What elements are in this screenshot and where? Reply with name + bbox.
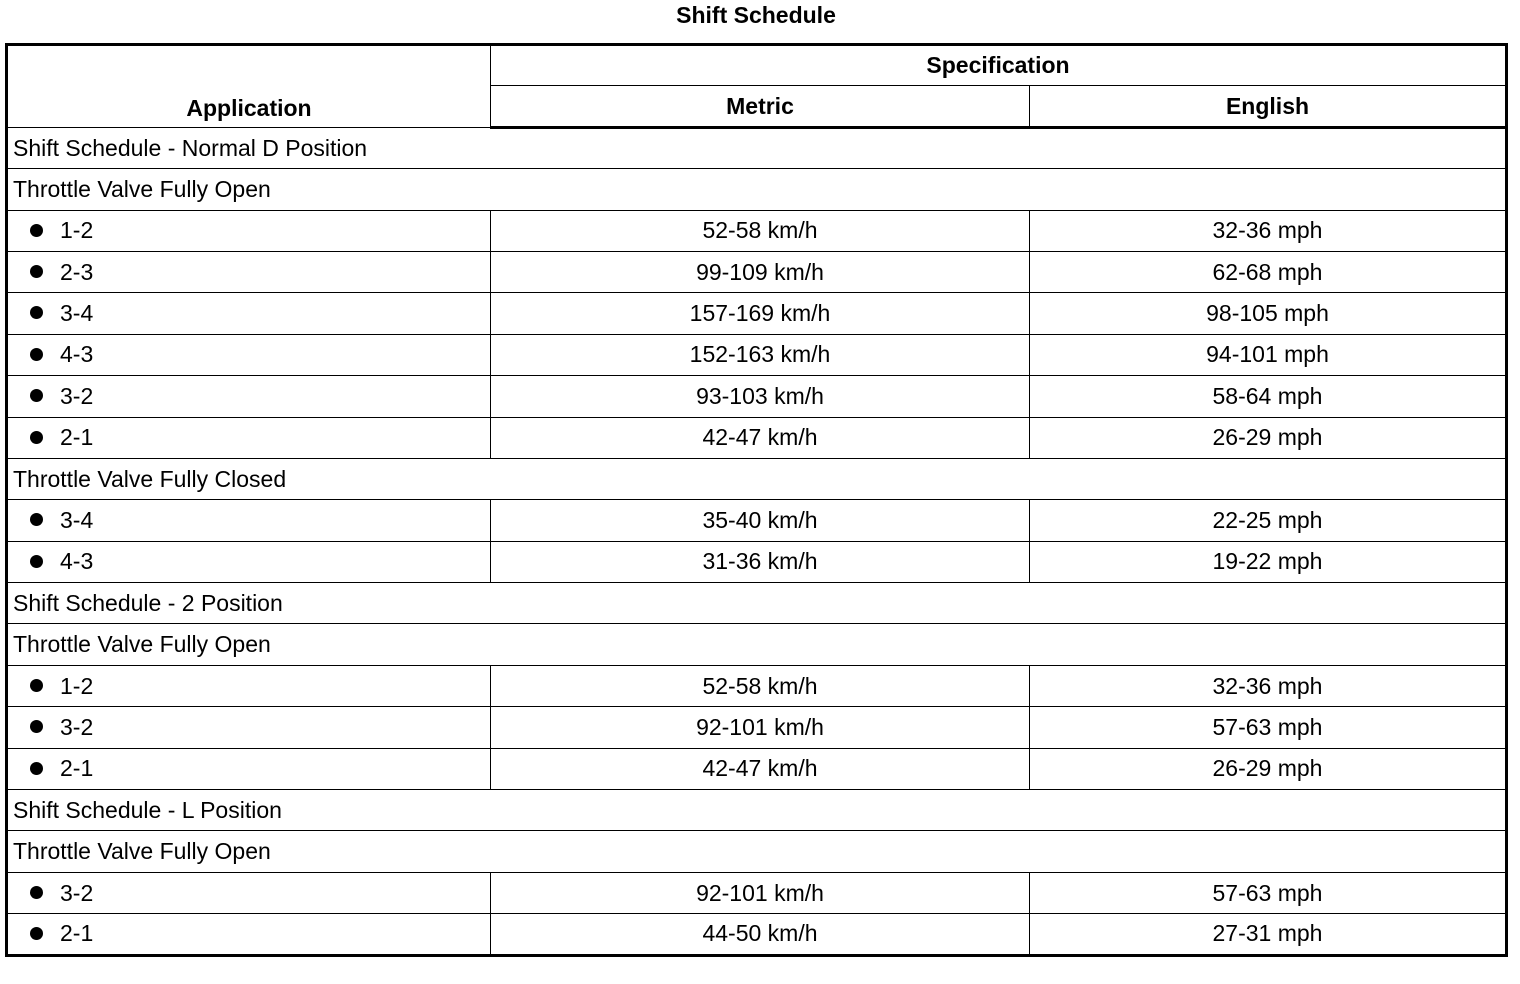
- section-row: [7, 458, 1507, 499]
- application-cell: [7, 251, 491, 292]
- table-row: [7, 417, 1507, 458]
- column-header-specification: Specification: [491, 45, 1507, 86]
- shift-label: 2-1: [60, 920, 94, 947]
- section-row: [7, 169, 1507, 210]
- section-row: [7, 127, 1507, 168]
- english-value: 57-63 mph: [1030, 872, 1507, 913]
- application-cell: [7, 707, 491, 748]
- metric-value: 157-169 km/h: [491, 293, 1030, 334]
- bullet-icon: [30, 679, 43, 692]
- table-body: [7, 127, 1507, 955]
- section-row: [7, 831, 1507, 872]
- english-value: 26-29 mph: [1030, 748, 1507, 789]
- shift-schedule-table: [5, 43, 1508, 957]
- application-cell: [7, 500, 491, 541]
- section-label: Shift Schedule - 2 Position: [7, 583, 1507, 624]
- english-value: 62-68 mph: [1030, 251, 1507, 292]
- shift-label: 1-2: [60, 217, 94, 244]
- shift-label: 4-3: [60, 341, 94, 368]
- section-row: [7, 624, 1507, 665]
- table-row: [7, 334, 1507, 375]
- application-cell: [7, 417, 491, 458]
- shift-label: 2-3: [60, 258, 94, 285]
- application-cell: [7, 665, 491, 706]
- bullet-icon: [30, 431, 43, 444]
- application-cell: [7, 872, 491, 913]
- table-row: [7, 914, 1507, 955]
- shift-label: 3-2: [60, 879, 94, 906]
- bullet-icon: [30, 555, 43, 568]
- section-row: [7, 790, 1507, 831]
- english-value: 58-64 mph: [1030, 376, 1507, 417]
- section-label: Shift Schedule - L Position: [7, 790, 1507, 831]
- english-value: 32-36 mph: [1030, 665, 1507, 706]
- application-cell: [7, 914, 491, 955]
- english-value: 27-31 mph: [1030, 914, 1507, 955]
- application-cell: [7, 293, 491, 334]
- table-row: [7, 707, 1507, 748]
- metric-value: 35-40 km/h: [491, 500, 1030, 541]
- bullet-icon: [30, 927, 43, 940]
- section-label: Throttle Valve Fully Closed: [7, 458, 1507, 499]
- column-header-metric: Metric: [491, 86, 1030, 127]
- metric-value: 42-47 km/h: [491, 417, 1030, 458]
- english-value: 22-25 mph: [1030, 500, 1507, 541]
- section-row: [7, 583, 1507, 624]
- bullet-icon: [30, 720, 43, 733]
- application-cell: [7, 541, 491, 582]
- bullet-icon: [30, 265, 43, 278]
- bullet-icon: [30, 348, 43, 361]
- bullet-icon: [30, 224, 43, 237]
- table-row: [7, 541, 1507, 582]
- application-cell: [7, 748, 491, 789]
- application-cell: [7, 210, 491, 251]
- english-value: 32-36 mph: [1030, 210, 1507, 251]
- english-value: 19-22 mph: [1030, 541, 1507, 582]
- bullet-icon: [30, 886, 43, 899]
- application-cell: [7, 376, 491, 417]
- metric-value: 52-58 km/h: [491, 665, 1030, 706]
- english-value: 94-101 mph: [1030, 334, 1507, 375]
- metric-value: 92-101 km/h: [491, 707, 1030, 748]
- metric-value: 42-47 km/h: [491, 748, 1030, 789]
- metric-value: 31-36 km/h: [491, 541, 1030, 582]
- bullet-icon: [30, 762, 43, 775]
- column-header-english: English: [1030, 86, 1507, 127]
- shift-label: 1-2: [60, 672, 94, 699]
- shift-label: 3-4: [60, 506, 94, 533]
- table-row: [7, 872, 1507, 913]
- shift-label: 3-2: [60, 713, 94, 740]
- section-label: Throttle Valve Fully Open: [7, 831, 1507, 872]
- bullet-icon: [30, 306, 43, 319]
- metric-value: 44-50 km/h: [491, 914, 1030, 955]
- table-row: [7, 748, 1507, 789]
- bullet-icon: [30, 389, 43, 402]
- english-value: 57-63 mph: [1030, 707, 1507, 748]
- section-label: Throttle Valve Fully Open: [7, 624, 1507, 665]
- shift-label: 4-3: [60, 548, 94, 575]
- metric-value: 152-163 km/h: [491, 334, 1030, 375]
- table-row: [7, 251, 1507, 292]
- page-title: Shift Schedule: [676, 2, 836, 28]
- shift-label: 3-4: [60, 300, 94, 327]
- bullet-icon: [30, 513, 43, 526]
- table-row: [7, 376, 1507, 417]
- english-value: 98-105 mph: [1030, 293, 1507, 334]
- english-value: 26-29 mph: [1030, 417, 1507, 458]
- metric-value: 92-101 km/h: [491, 872, 1030, 913]
- table-row: [7, 500, 1507, 541]
- metric-value: 93-103 km/h: [491, 376, 1030, 417]
- section-label: Shift Schedule - Normal D Position: [7, 127, 1507, 168]
- application-cell: [7, 334, 491, 375]
- shift-label: 2-1: [60, 755, 94, 782]
- section-label: Throttle Valve Fully Open: [7, 169, 1507, 210]
- metric-value: 99-109 km/h: [491, 251, 1030, 292]
- shift-label: 3-2: [60, 382, 94, 409]
- header-row-top: [7, 45, 1507, 86]
- shift-label: 2-1: [60, 424, 94, 451]
- metric-value: 52-58 km/h: [491, 210, 1030, 251]
- table-row: [7, 665, 1507, 706]
- table-row: [7, 210, 1507, 251]
- table-row: [7, 293, 1507, 334]
- column-header-application: Application: [7, 45, 491, 128]
